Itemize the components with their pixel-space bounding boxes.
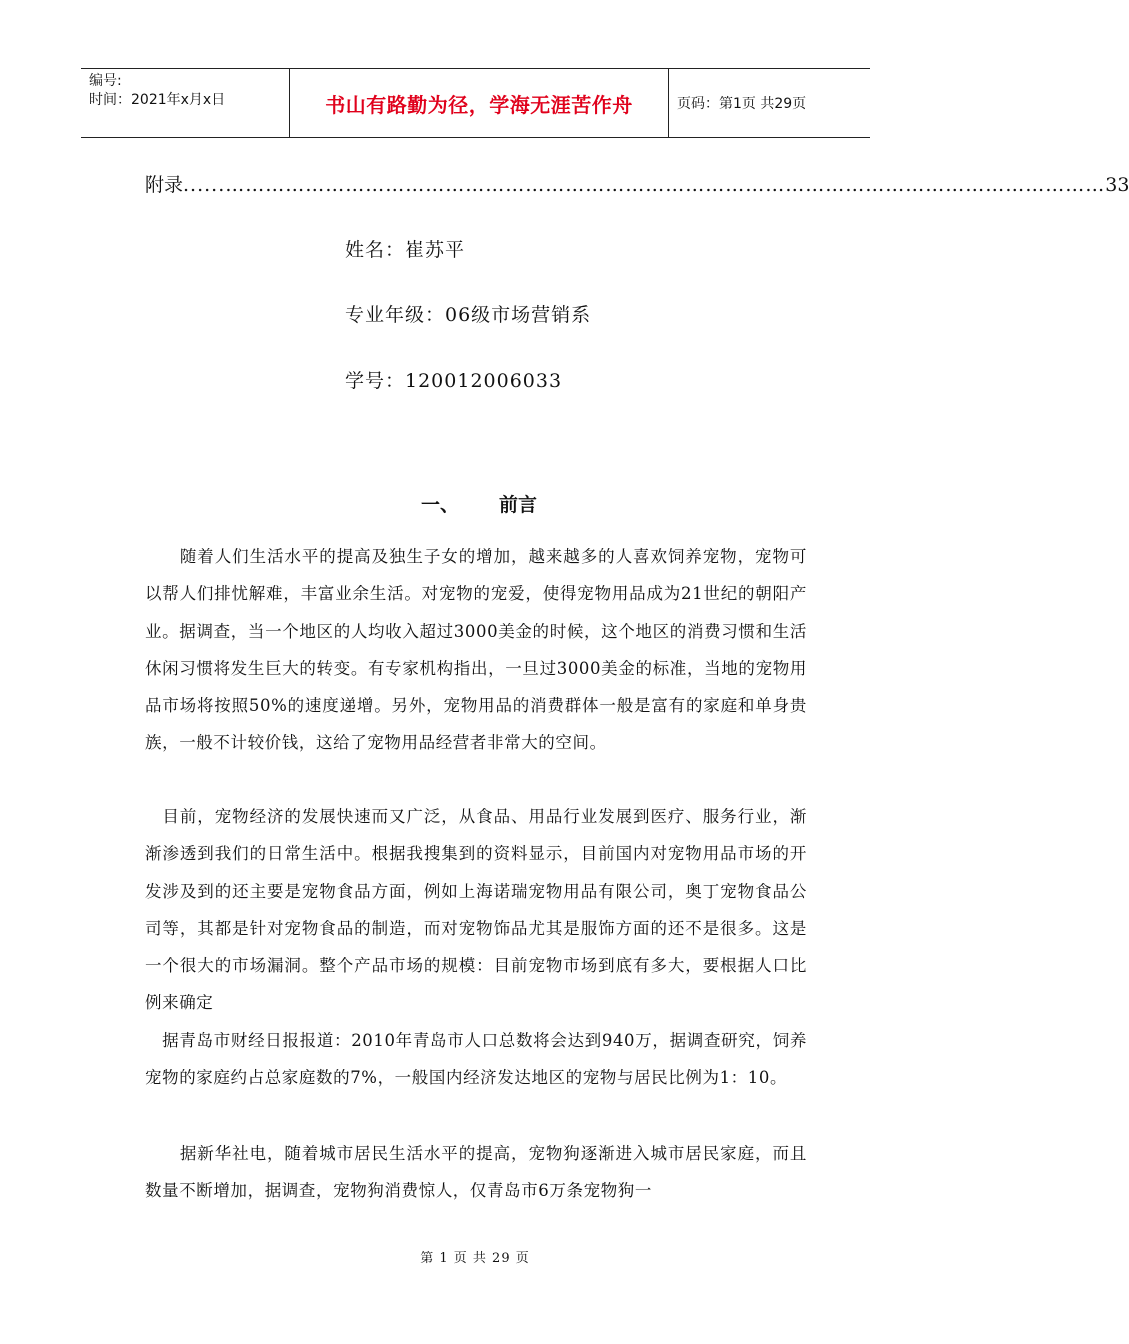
- paragraph-xinhua-report: 据新华社电，随着城市居民生活水平的提高，宠物狗逐渐进入城市居民家庭，而且数量不断增加，据调查，宠物狗消费惊人，仅青岛市6万条宠物狗一: [145, 1144, 807, 1201]
- section-heading: [0, 490, 950, 517]
- paragraph-qingdao-stats: 据青岛市财经日报报道：2010年青岛市人口总数将会达到940万，据调查研究，饲养宠物的家庭约占总家庭数的7%，一般国内经济发达地区的宠物与居民比例为1：10。: [145, 1031, 807, 1088]
- toc-page-number: 33: [1105, 174, 1129, 196]
- document-date: 时间：2021年x月x日: [89, 92, 226, 108]
- page-footer: 第 1 页 共 29 页: [420, 1251, 530, 1266]
- toc-appendix-line: [145, 170, 1129, 197]
- paragraph-intro: 随着人们生活水平的提高及独生子女的增加，越来越多的人喜欢饲养宠物，宠物可以帮人们排忧解难，丰富业余生活。对宠物的宠爱，使得宠物用品成为21世纪的朝阳产业。据调查，当一个地区的人均收入超过3000美金的时候，这个地区的消费习惯和生活休闲习惯将发生巨大的转变。有专家机构指出，一旦过3000美金的标准，当地的宠物用品市场将按照50%的速度递增。另外，宠物用品的消费群体一般是富有的家庭和单身贵族，一般不计较价钱，这给了宠物用品经营者非常大的空间。: [145, 547, 807, 753]
- section-number: 一、: [420, 494, 459, 516]
- section-title-text: 前言: [499, 494, 538, 516]
- header-page-info: 页码：第1页 共29页: [677, 96, 807, 112]
- document-number-label: 编号:: [89, 73, 122, 89]
- toc-label: 附录: [145, 174, 184, 196]
- author-student-id: 学号：120012006033: [345, 370, 563, 392]
- toc-leader-dots: ......……………………………………………………………………………………………………………………: [183, 174, 1106, 196]
- header-motto: 书山有路勤为径，学海无涯苦作舟: [290, 69, 669, 137]
- author-name: 姓名：崔苏平: [345, 239, 466, 261]
- header-meta: [81, 69, 290, 137]
- paragraph-current-market: 目前，宠物经济的发展快速而又广泛，从食品、用品行业发展到医疗、服务行业，渐渐渗透到我们的日常生活中。根据我搜集到的资料显示，目前国内对宠物用品市场的开发涉及到的还主要是宠物食品方面，例如上海诺瑞宠物用品有限公司，奥丁宠物食品公司等，其都是针对宠物食品的制造，而对宠物饰品尤其是服饰方面的还不是很多。这是一个很大的市场漏洞。整个产品市场的规模：目前宠物市场到底有多大，要根据人口比例来确定: [145, 807, 807, 1013]
- page-header: [81, 68, 870, 138]
- author-major: 专业年级：06级市场营销系: [345, 304, 592, 326]
